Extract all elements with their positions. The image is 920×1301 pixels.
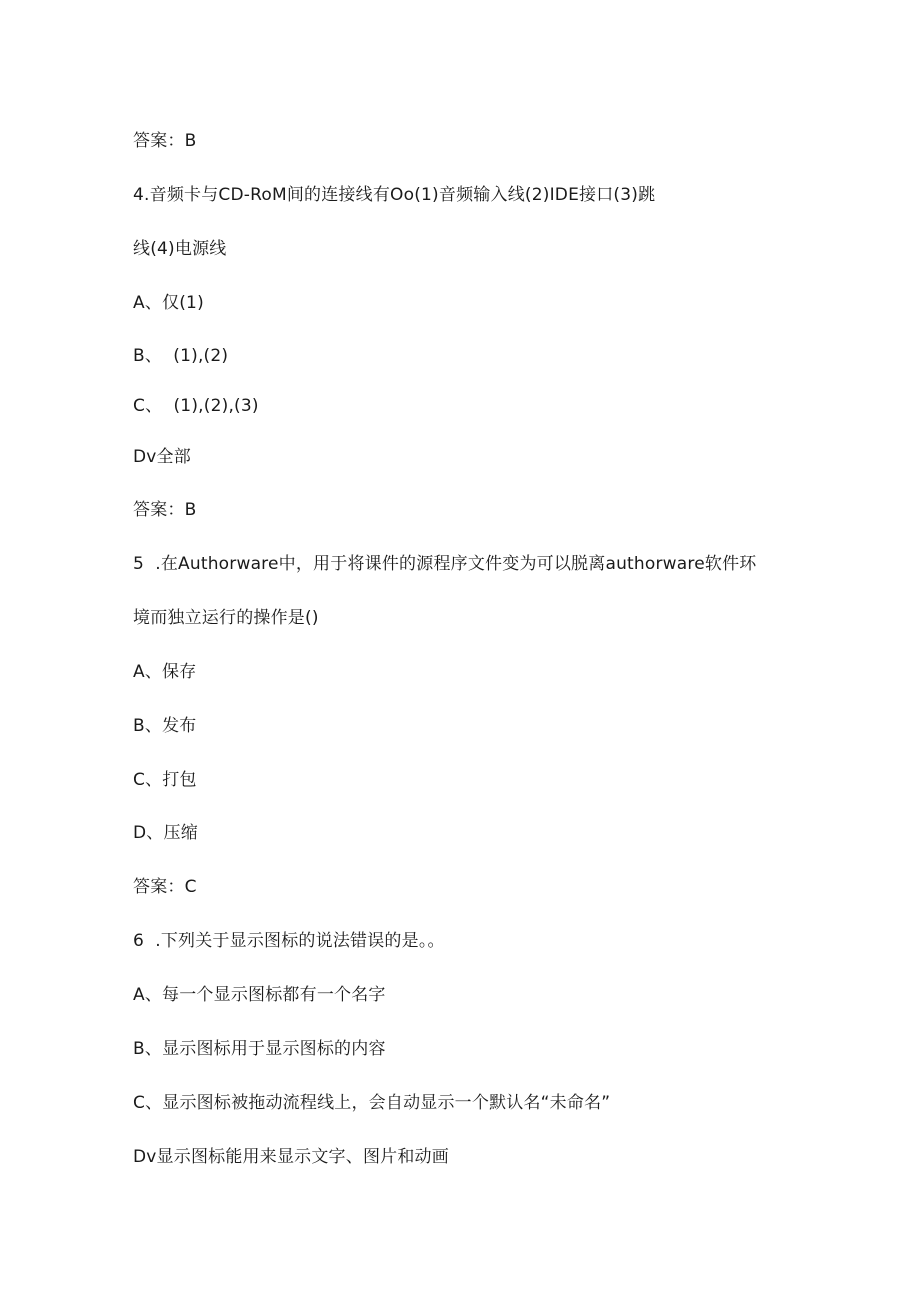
- answer-line: 答案：B: [133, 131, 197, 151]
- question-5-text: 5 .在Authorware中，用于将课件的源程序文件变为可以脱离authorware软件环: [133, 554, 757, 574]
- question-6-text: 6 .下列关于显示图标的说法错误的是。。: [133, 931, 445, 951]
- option-b: B、发布: [133, 716, 197, 736]
- option-c: C、打包: [133, 770, 197, 790]
- question-5-text-continued: 境而独立运行的操作是(): [133, 608, 319, 628]
- answer-line: 答案：B: [133, 500, 197, 520]
- option-d: Dv显示图标能用来显示文字、图片和动画: [133, 1147, 449, 1167]
- answer-line: 答案：C: [133, 877, 197, 897]
- option-b: B、 (1),(2): [133, 346, 229, 366]
- question-4-text: 4.音频卡与CD-RoM间的连接线有Oo(1)音频输入线(2)IDE接口(3)跳: [133, 185, 656, 205]
- option-c: C、显示图标被拖动流程线上，会自动显示一个默认名“未命名”: [133, 1093, 611, 1113]
- option-b: B、显示图标用于显示图标的内容: [133, 1039, 386, 1059]
- option-d: D、压缩: [133, 823, 198, 843]
- option-a: A、保存: [133, 662, 197, 682]
- question-4-text-continued: 线(4)电源线: [133, 239, 227, 259]
- option-a: A、每一个显示图标都有一个名字: [133, 985, 386, 1005]
- option-c: C、 (1),(2),(3): [133, 396, 259, 416]
- option-d: Dv全部: [133, 447, 191, 467]
- option-a: A、仅(1): [133, 293, 204, 313]
